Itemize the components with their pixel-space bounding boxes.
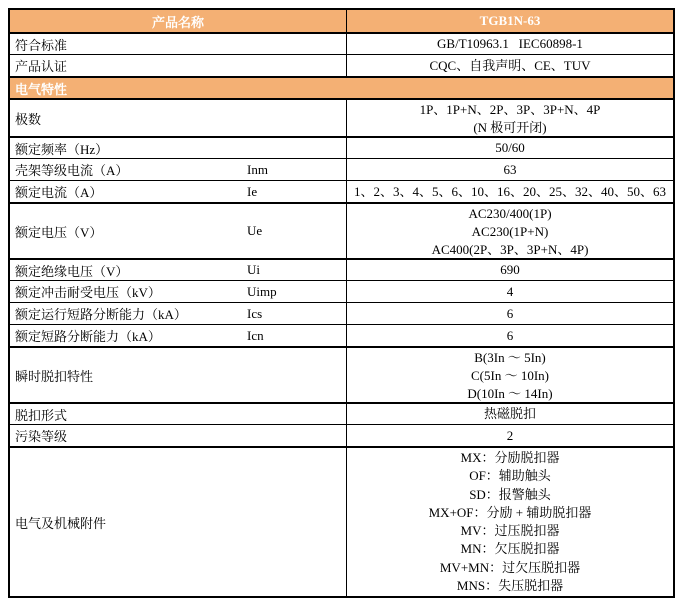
trip-type-value-line: 热磁脱扣 xyxy=(483,406,536,421)
trip-type-label: 脱扣形式 xyxy=(15,407,68,423)
accessories-value-line: OF：辅助触头 xyxy=(469,468,551,484)
rated-voltage-label: 额定电压（V） xyxy=(15,224,103,240)
rated-voltage-value-cell xyxy=(346,204,673,258)
row-frame-current xyxy=(10,158,673,180)
ultimate-breaking-capacity-value-line: 6 xyxy=(506,327,514,343)
product-name-label: 产品名称 xyxy=(151,14,204,30)
poles-value-line: (N 极可开闭) xyxy=(473,120,547,135)
product-model-header-cell xyxy=(346,10,673,32)
row-pollution-degree xyxy=(10,424,673,446)
rated-voltage-symbol: Ue xyxy=(247,223,263,238)
insulation-voltage-symbol: Ui xyxy=(247,262,260,277)
product-name-header-cell xyxy=(10,10,346,32)
frame-current-symbol: Inm xyxy=(247,161,268,177)
poles-label-cell xyxy=(10,100,346,136)
impulse-withstand-voltage-label: 额定冲击耐受电压（kV） xyxy=(15,285,161,300)
row-ultimate-breaking-capacity xyxy=(10,324,673,346)
rated-voltage-label-cell xyxy=(10,204,346,258)
service-breaking-capacity-label: 额定运行短路分断能力（kA） xyxy=(15,307,187,322)
frame-current-value-cell xyxy=(346,159,673,180)
impulse-withstand-voltage-label-cell xyxy=(10,281,346,302)
insulation-voltage-label: 额定绝缘电压（V） xyxy=(15,263,129,279)
insulation-voltage-value-cell xyxy=(346,260,673,280)
instantaneous-trip-value-cell xyxy=(346,348,673,402)
row-rated-frequency xyxy=(10,136,673,158)
instantaneous-trip-value-line: B(3In ～ 5In) xyxy=(474,350,546,365)
product-spec-table xyxy=(8,8,675,598)
trip-type-label-cell xyxy=(10,404,346,424)
table-header-row xyxy=(10,10,673,32)
pollution-degree-label: 污染等级 xyxy=(15,429,68,444)
accessories-value-line: SD：报警触头 xyxy=(469,486,551,502)
ultimate-breaking-capacity-symbol: Icn xyxy=(247,327,264,343)
standards-value-line: GB/T10963.1 IEC60898-1 xyxy=(437,36,583,51)
certification-label-cell xyxy=(10,55,346,76)
insulation-voltage-label-cell xyxy=(10,260,346,280)
instantaneous-trip-label: 瞬时脱扣特性 xyxy=(15,368,94,384)
service-breaking-capacity-symbol: Ics xyxy=(247,305,263,321)
accessories-value-line: MX+OF：分励 + 辅助脱扣器 xyxy=(428,504,592,520)
accessories-value-line: MNS：失压脱扣器 xyxy=(456,577,564,593)
rated-voltage-value-line: AC230(1P+N) xyxy=(471,224,549,239)
instantaneous-trip-value-line: D(10In ～ 14In) xyxy=(467,386,553,401)
rated-current-label: 额定电流（A） xyxy=(15,185,103,200)
pollution-degree-value-line: 2 xyxy=(506,427,514,443)
product-model-value: TGB1N-63 xyxy=(479,13,541,28)
trip-type-value-cell xyxy=(346,404,673,424)
poles-value-line: 1P、1P+N、2P、3P、3P+N、4P xyxy=(419,102,601,117)
ultimate-breaking-capacity-label: 额定短路分断能力（kA） xyxy=(15,329,161,344)
standards-label-cell xyxy=(10,34,346,54)
accessories-value-line: MX：分励脱扣器 xyxy=(460,450,560,466)
instantaneous-trip-label-cell xyxy=(10,348,346,402)
frame-current-value-line: 63 xyxy=(503,161,517,177)
service-breaking-capacity-label-cell xyxy=(10,303,346,324)
insulation-voltage-value-line: 690 xyxy=(500,262,520,277)
rated-frequency-label-cell xyxy=(10,138,346,158)
accessories-value-line: MV：过压脱扣器 xyxy=(460,523,560,539)
service-breaking-capacity-value-cell xyxy=(346,303,673,324)
rated-frequency-value-cell xyxy=(346,138,673,158)
row-standards xyxy=(10,32,673,54)
poles-value-cell xyxy=(346,100,673,136)
certification-label: 产品认证 xyxy=(15,59,68,74)
ultimate-breaking-capacity-label-cell xyxy=(10,325,346,346)
section-header-electrical-characteristics: 电气特性 xyxy=(15,81,68,97)
row-accessories xyxy=(10,446,673,596)
table-rows xyxy=(10,32,673,596)
accessories-value-line: MN：欠压脱扣器 xyxy=(460,541,560,557)
rated-current-value-cell xyxy=(346,181,673,202)
accessories-label-cell xyxy=(10,448,346,596)
impulse-withstand-voltage-value-line: 4 xyxy=(506,283,514,299)
certification-value-line: CQC、自我声明、CE、TUV xyxy=(429,57,591,73)
row-electrical-characteristics xyxy=(10,76,673,98)
frame-current-label-cell xyxy=(10,159,346,180)
rated-current-symbol: Ie xyxy=(247,183,258,199)
row-trip-type xyxy=(10,402,673,424)
rated-current-label-cell xyxy=(10,181,346,202)
row-insulation-voltage xyxy=(10,258,673,280)
impulse-withstand-voltage-value-cell xyxy=(346,281,673,302)
impulse-withstand-voltage-symbol: Uimp xyxy=(247,283,277,299)
poles-label: 极数 xyxy=(15,111,42,127)
rated-current-value-line: 1、2、3、4、5、6、10、16、20、25、32、40、50、63 xyxy=(353,183,666,199)
rated-frequency-value-line: 50/60 xyxy=(495,140,525,155)
pollution-degree-value-cell xyxy=(346,425,673,446)
row-rated-voltage xyxy=(10,202,673,258)
accessories-value-line: MV+MN：过欠压脱扣器 xyxy=(439,559,581,575)
pollution-degree-label-cell xyxy=(10,425,346,446)
instantaneous-trip-value-line: C(5In ～ 10In) xyxy=(471,368,549,383)
accessories-label: 电气及机械附件 xyxy=(15,515,107,531)
certification-value-cell xyxy=(346,55,673,76)
row-instantaneous-trip xyxy=(10,346,673,402)
row-certification xyxy=(10,54,673,76)
row-poles xyxy=(10,98,673,136)
rated-voltage-value-line: AC400(2P、3P、3P+N、4P) xyxy=(431,242,589,257)
service-breaking-capacity-value-line: 6 xyxy=(506,305,514,321)
ultimate-breaking-capacity-value-cell xyxy=(346,325,673,346)
row-rated-current xyxy=(10,180,673,202)
row-impulse-withstand-voltage xyxy=(10,280,673,302)
standards-value-cell xyxy=(346,34,673,54)
row-service-breaking-capacity xyxy=(10,302,673,324)
standards-label: 符合标准 xyxy=(15,37,68,53)
accessories-value-cell xyxy=(346,448,673,596)
rated-frequency-label: 额定频率（Hz） xyxy=(15,141,109,157)
rated-voltage-value-line: AC230/400(1P) xyxy=(468,206,552,221)
frame-current-label: 壳架等级电流（A） xyxy=(15,163,129,178)
